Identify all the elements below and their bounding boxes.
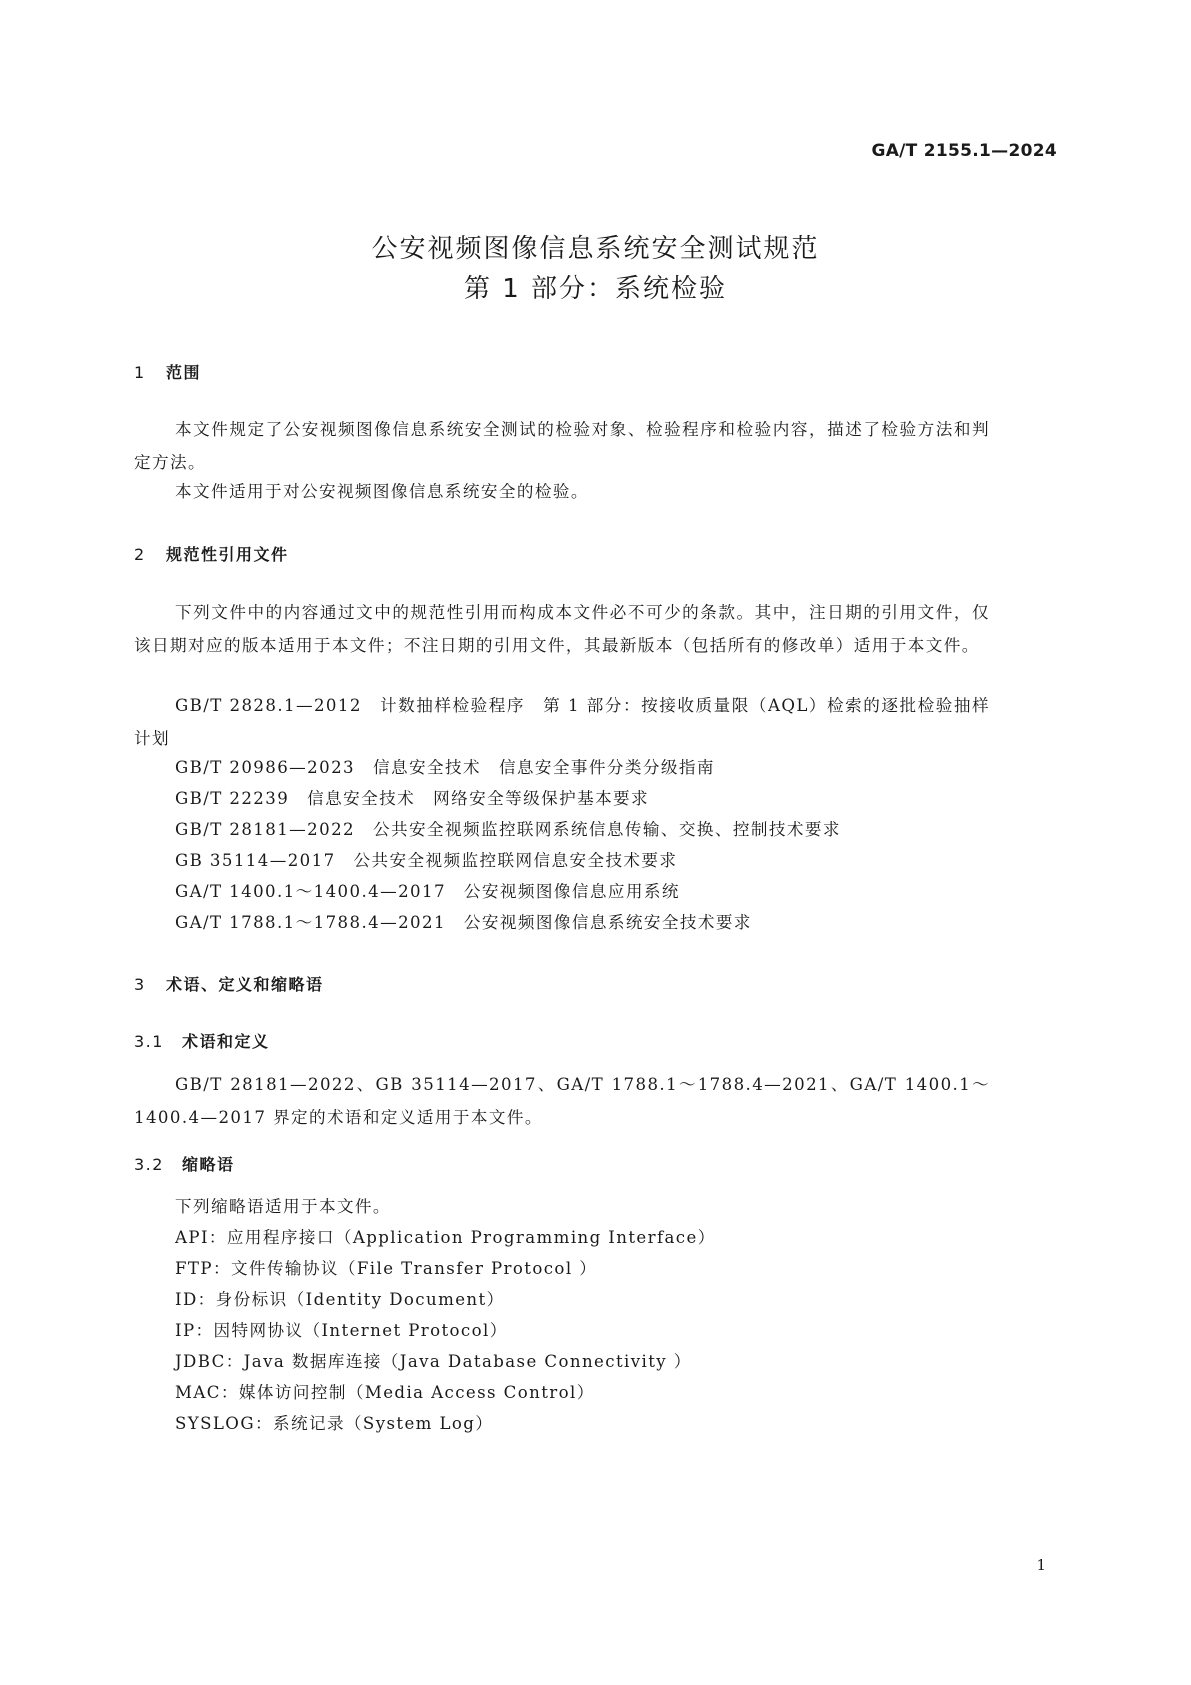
- reference-item: GB/T 22239 信息安全技术 网络安全等级保护基本要求: [175, 789, 650, 808]
- title-line2: 第 1 部分：系统检验: [463, 274, 728, 304]
- section-1-para-1: 本文件规定了公安视频图像信息系统安全测试的检验对象、检验程序和检验内容，描述了检验方法和判定方法。: [134, 420, 990, 472]
- reference-item: GB/T 20986—2023 信息安全技术 信息安全事件分类分级指南: [175, 758, 715, 777]
- section-3-2-intro: 下列缩略语适用于本文件。: [175, 1197, 391, 1216]
- section-3-1-number: 3.1: [134, 1032, 164, 1051]
- reference-item: GA/T 1788.1～1788.4—2021 公安视频图像信息系统安全技术要求: [175, 913, 752, 932]
- abbreviation-item: FTP：文件传输协议（File Transfer Protocol ）: [175, 1259, 598, 1278]
- reference-item: GB 35114—2017 公共安全视频监控联网信息安全技术要求: [175, 851, 678, 870]
- page-number: 1: [1036, 1556, 1046, 1574]
- abbreviation-item: JDBC：Java 数据库连接（Java Database Connectivity ）: [175, 1352, 692, 1371]
- standard-code: GA/T 2155.1—2024: [871, 141, 1057, 161]
- title-line1: 公安视频图像信息系统安全测试规范: [371, 234, 820, 264]
- abbreviation-item: SYSLOG：系统记录（System Log）: [175, 1414, 494, 1433]
- abbreviation-item: IP：因特网协议（Internet Protocol）: [175, 1321, 508, 1340]
- section-1-heading: [134, 360, 201, 383]
- section-2-title: 规范性引用文件: [166, 545, 289, 564]
- section-2-number: 2: [134, 545, 146, 564]
- section-3-1-title: 术语和定义: [182, 1032, 270, 1051]
- section-1-para-2: 本文件适用于对公安视频图像信息系统安全的检验。: [175, 482, 589, 501]
- section-2-intro: 下列文件中的内容通过文中的规范性引用而构成本文件必不可少的条款。其中，注日期的引用文件，仅该日期对应的版本适用于本文件；不注日期的引用文件，其最新版本（包括所有的修改单）适用于本文件。: [134, 603, 990, 655]
- section-3-2-title: 缩略语: [182, 1155, 235, 1174]
- abbreviation-item: ID：身份标识（Identity Document）: [175, 1290, 505, 1309]
- section-3-2-number: 3.2: [134, 1155, 164, 1174]
- section-1-number: 1: [134, 363, 146, 382]
- reference-item: GB/T 28181—2022 公共安全视频监控联网系统信息传输、交换、控制技术要求: [175, 820, 841, 839]
- section-3-2-heading: [134, 1152, 235, 1175]
- reference-item: GA/T 1400.1～1400.4—2017 公安视频图像信息应用系统: [175, 882, 680, 901]
- section-3-1-para: GB/T 28181—2022、GB 35114—2017、GA/T 1788.1～1788.4—2021、GA/T 1400.1～1400.4—2017 界定的术语和定义适用于本文件。: [134, 1075, 990, 1127]
- abbreviation-item: API：应用程序接口（Application Programming Interface）: [175, 1228, 716, 1247]
- section-2-heading: [134, 542, 289, 565]
- section-3-heading: [134, 972, 324, 995]
- section-1-title: 范围: [166, 363, 202, 382]
- section-3-title: 术语、定义和缩略语: [166, 975, 324, 994]
- abbreviation-item: MAC：媒体访问控制（Media Access Control）: [175, 1383, 595, 1402]
- reference-item: GB/T 2828.1—2012 计数抽样检验程序 第 1 部分：按接收质量限（AQL）检索的逐批检验抽样计划: [134, 696, 990, 748]
- section-3-number: 3: [134, 975, 146, 994]
- section-3-1-heading: [134, 1029, 270, 1052]
